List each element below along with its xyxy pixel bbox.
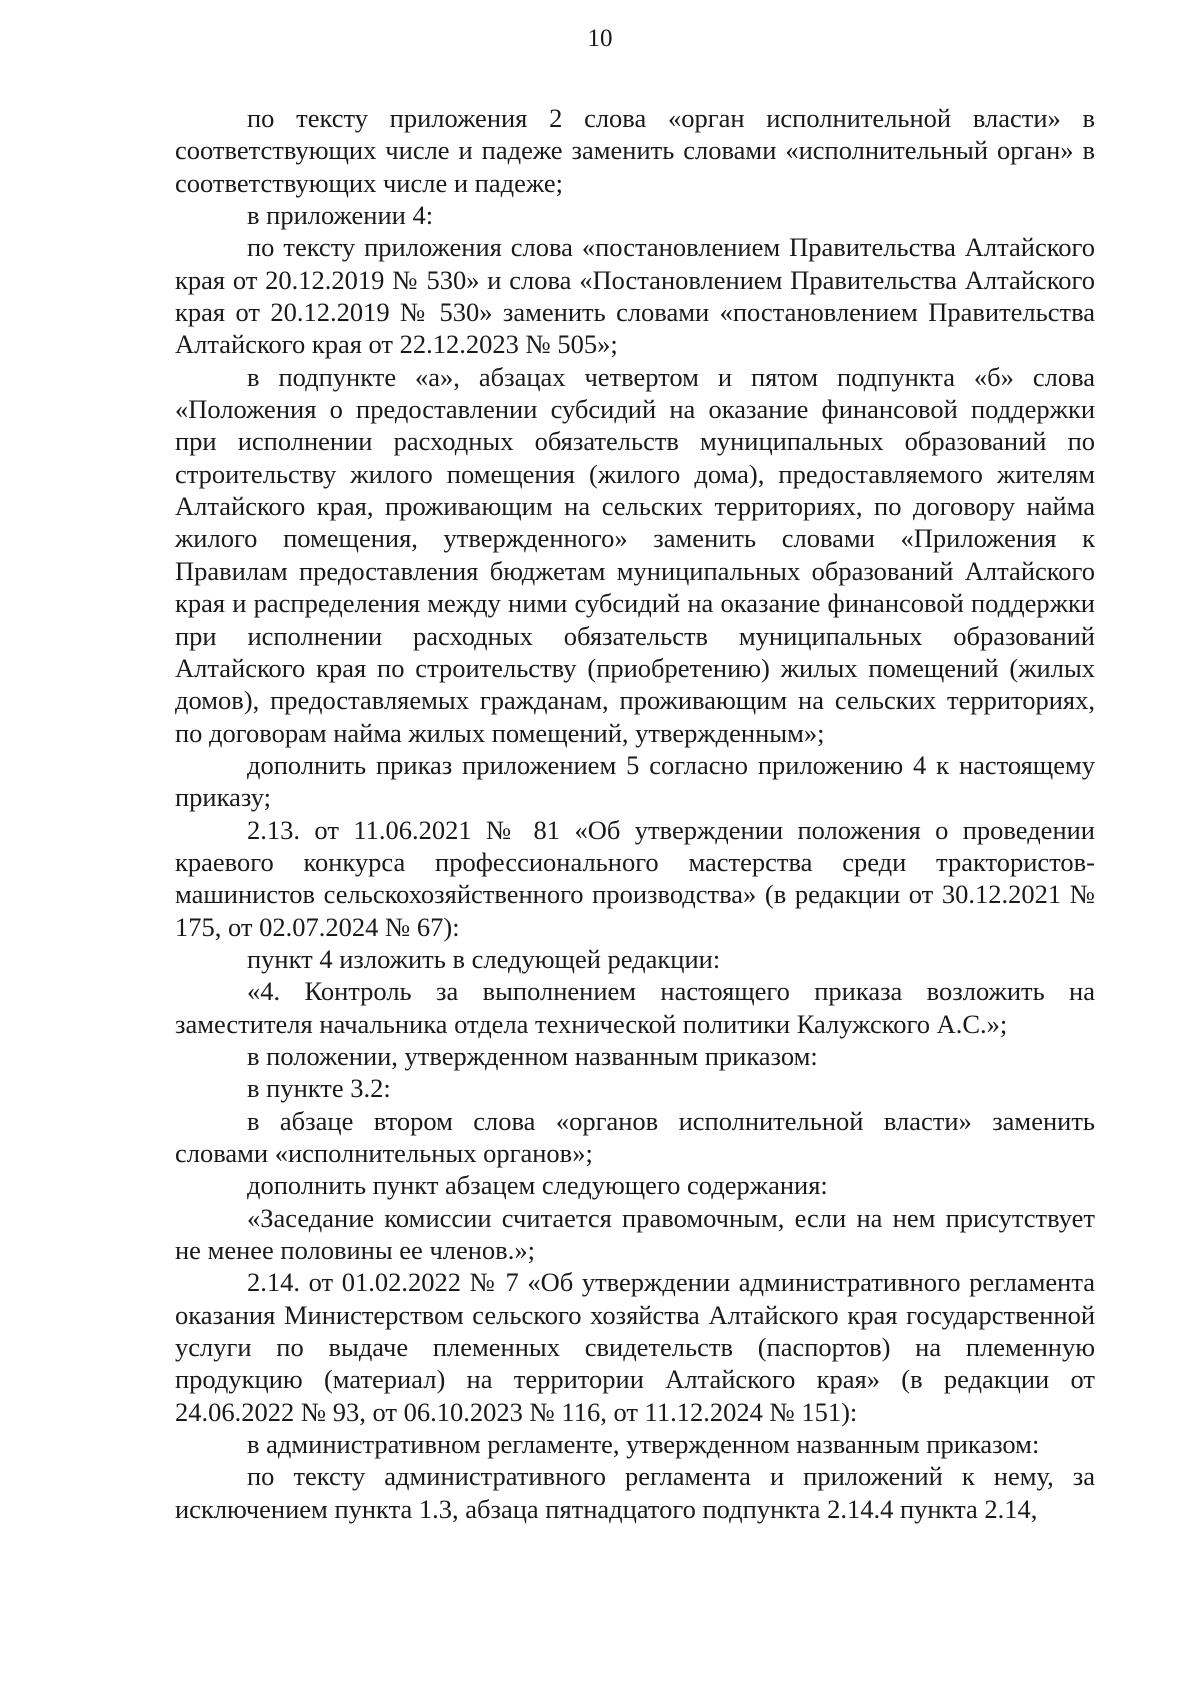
paragraph: в приложении 4: bbox=[247, 200, 434, 231]
paragraph: в административном регламенте, утвержденном названным приказом: bbox=[247, 1429, 1040, 1460]
paragraph: «4. Контроль за выполнением настоящего приказа возложить на заместителя начальника отдела технической политики Калужского А.С.»; bbox=[175, 976, 1095, 1039]
paragraph: в абзаце втором слова «органов исполнительной власти» заменить словами «исполнительных органов»; bbox=[175, 1105, 1095, 1168]
paragraph: дополнить пункт абзацем следующего содержания: bbox=[247, 1170, 828, 1201]
paragraph: в положении, утвержденном названным приказом: bbox=[247, 1040, 818, 1071]
paragraph: 2.14. от 01.02.2022 № 7 «Об утверждении административного регламента оказания Министерством сельского хозяйства Алтайского края государственной услуги по выдаче племенных свидетельств (паспортов) на племенную продукцию (материал) на территории Алтайского края» (в редакции от 24.06.2022 № 93, от 06.10.2023 № 116, от 11.12.2024 № 151): bbox=[175, 1267, 1095, 1427]
paragraph: по тексту приложения слова «постановлением Правительства Алтайского края от 20.12.2019 № 530» и слова «Постановлением Правительства Алтайского края от 20.12.2019 № 530» заменить словами «постановлением Правительства Алтайского края от 22.12.2023 № 505»; bbox=[175, 232, 1095, 360]
document-body bbox=[175, 102, 1095, 1525]
paragraph: в подпункте «а», абзацах четвертом и пятом подпункта «б» слова «Положения о предоставлении субсидий на оказание финансовой поддержки при исполнении расходных обязательств муниципальных образований по строительству жилого помещения (жилого дома), предоставляемого жителям Алтайского края, проживающим на сельских территориях, по договору найма жилого помещения, утвержденного» заменить словами «Приложения к Правилам предоставления бюджетам муниципальных образований Алтайского края и распределения между ними субсидий на оказание финансовой поддержки при исполнении расходных обязательств муниципальных образований Алтайского края по строительству (приобретению) жилых помещений (жилых домов), предоставляемых гражданам, проживающим на сельских территориях, по договорам найма жилых помещений, утвержденным»; bbox=[175, 361, 1095, 748]
paragraph: пункт 4 изложить в следующей редакции: bbox=[247, 943, 721, 974]
paragraph: по тексту административного регламента и приложений к нему, за исключением пункта 1.3, абзаца пятнадцатого подпункта 2.14.4 пункта 2.14, bbox=[175, 1461, 1095, 1524]
paragraph: дополнить приказ приложением 5 согласно приложению 4 к настоящему приказу; bbox=[175, 749, 1095, 813]
paragraph: по тексту приложения 2 слова «орган исполнительной власти» в соответствующих числе и падеже заменить словами «исполнительный орган» в соответствующих числе и падеже; bbox=[175, 103, 1095, 198]
paragraph: в пункте 3.2: bbox=[247, 1073, 391, 1104]
paragraph: «Заседание комиссии считается правомочным, если на нем присутствует не менее половины ее членов.»; bbox=[175, 1202, 1095, 1266]
paragraph: 2.13. от 11.06.2021 № 81 «Об утверждении положения о проведении краевого конкурса профессионального мастерства среди трактористов-машинистов сельскохозяйственного производства» (в редакции от 30.12.2021 № 175, от 02.07.2024 № 67): bbox=[175, 814, 1095, 942]
page-number: 10 bbox=[587, 25, 613, 52]
